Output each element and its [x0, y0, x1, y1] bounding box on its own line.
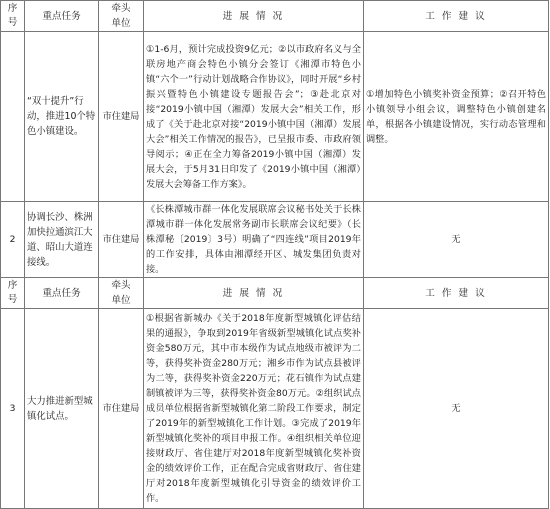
header-task: 重点任务	[25, 278, 99, 309]
row-number	[1, 32, 25, 202]
row-progress: ①1-6月，预计完成投资9亿元；②以市政府名义与全联房地产商会特色小镇分会签订《湘潭市特色小镇“六个一”行动计划战略合作协议》，同时开展“乡村振兴暨特色小镇建设专题报告会”；③赴北京对接“2019小镇中国（湘潭）发展大会”相关工作，形成了《关于赴北京对接“2019小镇中国（湘潭）发展大会”相关工作情况的报告》，已呈报市委、市政府领导阅示；④正在全力筹备2019小镇中国（湘潭）发展大会，于5月31日印发了《2019小镇中国（湘潭）发展大会筹备工作方案》。	[144, 32, 364, 202]
row-progress: ①根据省新城办《关于2018年度新型城镇化评估结果的通报》，争取到2019年省级新型城镇化试点奖补资金580万元，其中市本级作为试点地级市被评为二等，获得奖补资金280万元；湘乡市作为试点县被评为二等，获得奖补资金220万元；花石镇作为试点建制镇被评为三等，获得奖补资金80万元。②组织试点成员单位根据省新型城镇化第二阶段工作要求，制定了2019年的新型城镇化工作计划。③完成了2019年新型城镇化奖补的项目申报工作。④组织相关单位迎接财政厅、省住建厅对2018年度新型城镇化奖补资金的绩效评价工作，正在配合完成省财政厅、省住建厅对2018年度新型城镇化引导资金的绩效评价工作。	[144, 309, 364, 509]
table-row	[1, 202, 549, 278]
row-number: 3	[1, 309, 25, 509]
row-suggestion: 无	[364, 309, 549, 509]
table-row	[1, 309, 549, 509]
row-suggestion: 无	[364, 202, 549, 278]
header-suggestion: 工 作 建 议	[364, 1, 549, 32]
row-task: “双十提升”行动，推进10个特色小镇建设。	[25, 32, 99, 202]
row-unit: 市住建局	[99, 202, 144, 278]
header-unit: 牵头 单位	[99, 278, 144, 309]
row-unit: 市住建局	[99, 32, 144, 202]
row-number: 2	[1, 202, 25, 278]
header-task: 重点任务	[25, 1, 99, 32]
header-progress: 进 展 情 况	[144, 1, 364, 32]
row-progress: 《长株潭城市群一体化发展联席会议秘书处关于长株潭城市群一体化发展常务副市长联席会议纪要》（长株潭秘〔2019〕3号）明确了“四连线”项目2019年的工作安排，具体由湘潭经开区、城发集团负责对接。	[144, 202, 364, 278]
header-suggestion: 工 作 建 议	[364, 278, 549, 309]
row-unit: 市住建局	[99, 309, 144, 509]
header-row	[1, 278, 549, 309]
header-seq: 序 号	[1, 278, 25, 309]
row-suggestion: ①增加特色小镇奖补资金预算；②召开特色小镇领导小组会议，调整特色小镇创建名单，根据各小镇建设情况，实行动态管理和调整。	[364, 32, 549, 202]
header-row	[1, 1, 549, 32]
header-progress: 进 展 情 况	[144, 278, 364, 309]
row-task: 协调长沙、株洲加快拉通滨江大道、昭山大道连接线。	[25, 202, 99, 278]
row-task: 大力推进新型城镇化试点。	[25, 309, 99, 509]
table-row	[1, 32, 549, 202]
header-unit: 牵头 单位	[99, 1, 144, 32]
header-seq: 序 号	[1, 1, 25, 32]
